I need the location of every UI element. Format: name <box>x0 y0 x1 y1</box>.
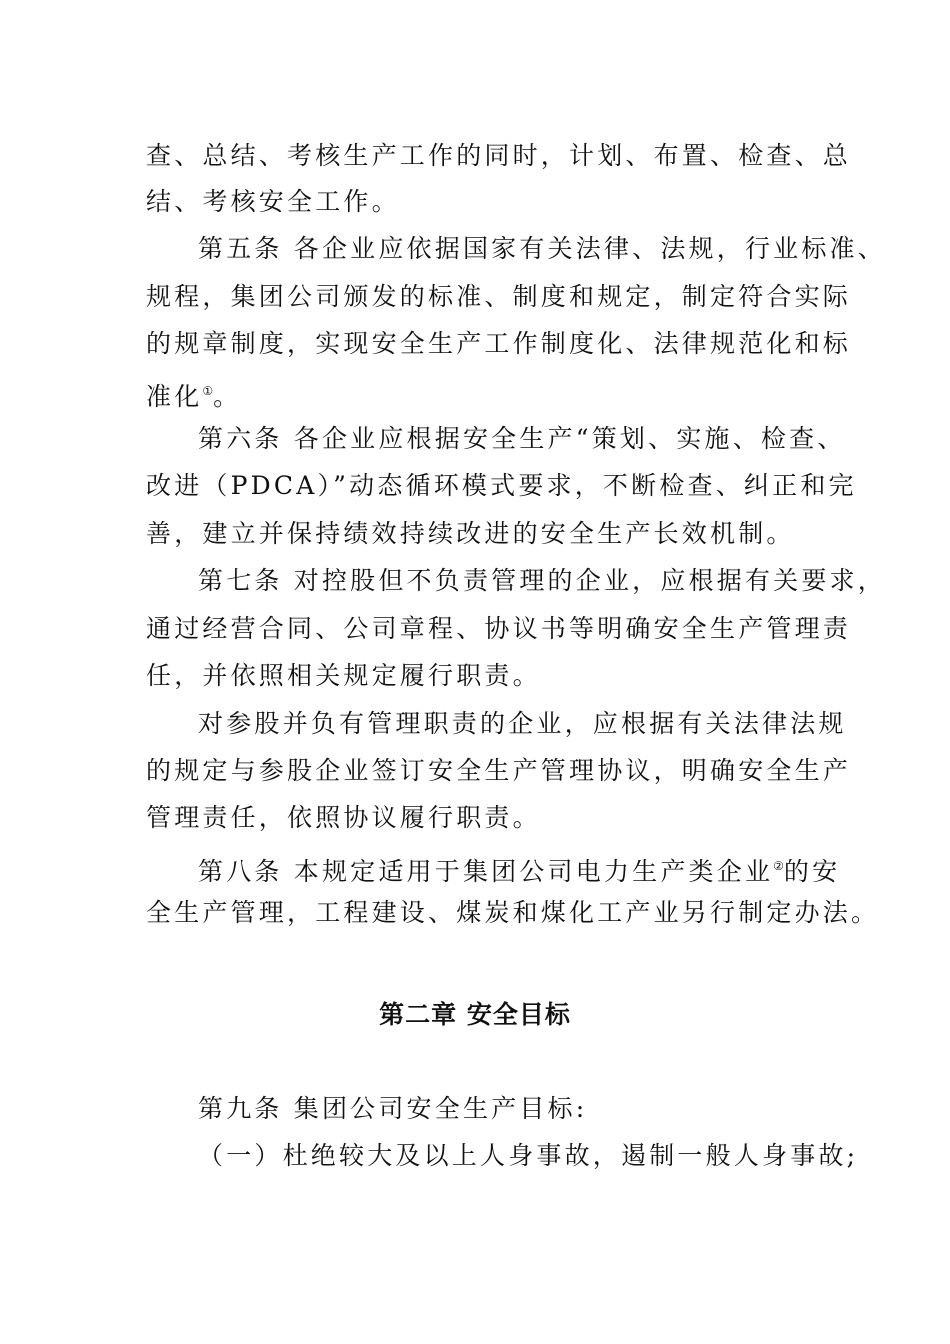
footnote-marker: ① <box>202 384 214 398</box>
paragraph-line: 全生产管理，工程建设、煤炭和煤化工产业另行制定办法。 <box>146 898 880 927</box>
line-text: 第八条 本规定适用于集团公司电力生产类企业 <box>198 857 774 886</box>
line-text: 的安 <box>783 857 841 886</box>
paragraph-line: 查、总结、考核生产工作的同时，计划、布置、检查、总 <box>146 141 852 170</box>
article-6-line: 第六条 各企业应根据安全生产“策划、实施、检查、 <box>198 424 846 453</box>
footnote-marker: ② <box>773 859 784 873</box>
line-text: 。 <box>213 382 242 411</box>
paragraph-line: 善，建立并保持绩效持续改进的安全生产长效机制。 <box>146 519 795 548</box>
article-9-line: 第九条 集团公司安全生产目标: <box>198 1094 588 1123</box>
paragraph-line: 改进（PDCA）”动态循环模式要求，不断检查、纠正和完 <box>146 471 857 500</box>
chapter-heading: 第二章 安全目标 <box>379 1000 571 1029</box>
article-7-line: 第七条 对控股但不负责管理的企业，应根据有关要求， <box>198 566 886 595</box>
line-text: 准化 <box>146 382 203 411</box>
paragraph-line: 通过经营合同、公司章程、协议书等明确安全生产管理责 <box>146 614 852 643</box>
article-8-line <box>198 851 840 887</box>
paragraph-line: 的规章制度，实现安全生产工作制度化、法律规范化和标 <box>146 329 852 358</box>
paragraph-line: 结、考核安全工作。 <box>146 187 400 216</box>
paragraph-line: 管理责任，依照协议履行职责。 <box>146 803 541 832</box>
paragraph-line: 对参股并负有管理职责的企业，应根据有关法律法规 <box>198 709 847 738</box>
paragraph-line: 规程，集团公司颁发的标准、制度和规定，制定符合实际 <box>146 282 852 311</box>
article-5-line: 第五条 各企业应依据国家有关法律、法规，行业标准、 <box>198 234 886 263</box>
paragraph-line <box>146 376 241 412</box>
paragraph-line: 任，并依照相关规定履行职责。 <box>146 661 541 690</box>
paragraph-line: 的规定与参股企业签订安全生产管理协议，明确安全生产 <box>146 756 852 785</box>
list-item: （一）杜绝较大及以上人身事故，遏制一般人身事故; <box>198 1141 859 1170</box>
